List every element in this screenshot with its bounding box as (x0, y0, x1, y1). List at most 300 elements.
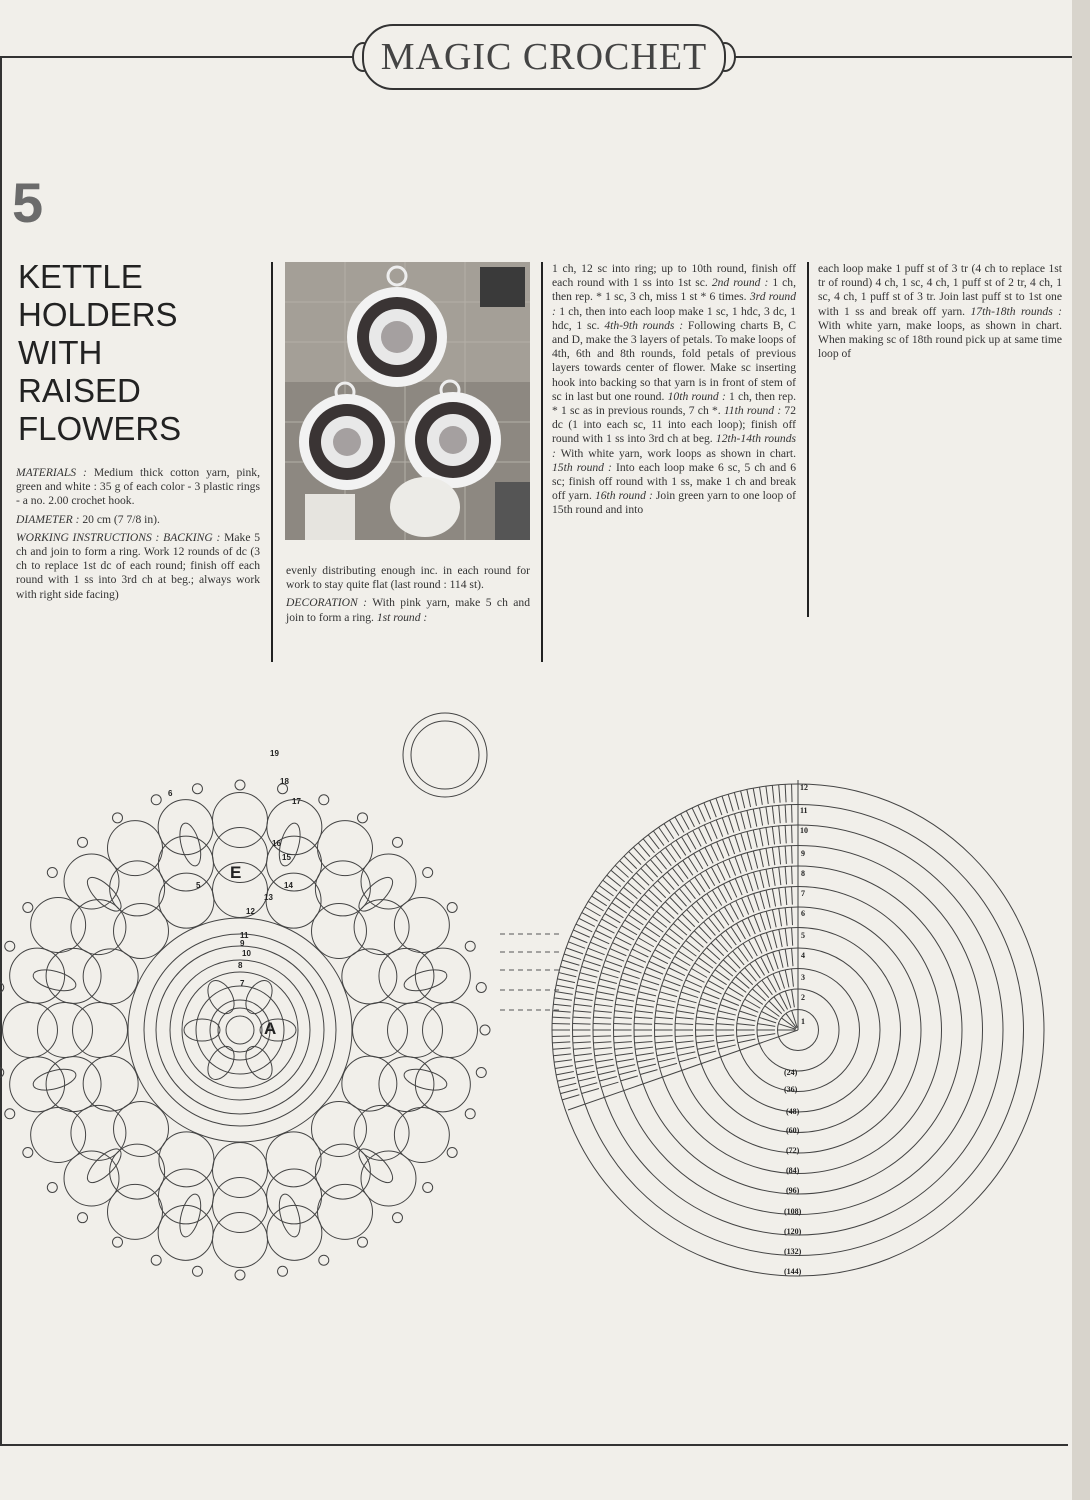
stitch-tick (655, 1041, 673, 1043)
puff-stitch (402, 1065, 449, 1094)
stitch-tick (736, 901, 744, 917)
stitch-count: (48) (786, 1107, 800, 1116)
stitch-tick (737, 1024, 755, 1026)
stitch-tick (741, 855, 747, 872)
stitch-tick (774, 997, 785, 1012)
stitch-tick (576, 1065, 594, 1068)
stitch-tick (760, 829, 763, 847)
stitch-tick (632, 949, 648, 957)
scallop (213, 1143, 268, 1198)
stitch-tick (552, 1017, 570, 1018)
stitch-tick (701, 998, 718, 1004)
stitch-tick (734, 814, 739, 831)
stitch-tick (738, 1017, 756, 1021)
round-number: 10 (242, 949, 251, 958)
stitch-tick (636, 1053, 654, 1056)
stitch-tick (664, 980, 681, 986)
stitch-tick (615, 1047, 633, 1049)
round-number: 6 (801, 909, 805, 918)
stitch-tick (738, 1039, 756, 1043)
stitch-tick (576, 992, 594, 995)
stitch-tick (758, 1034, 776, 1037)
stitch-tick (785, 970, 789, 988)
scallop (108, 821, 163, 876)
stitch-tick (792, 969, 794, 987)
stitch-tick (678, 1052, 696, 1056)
stitch-tick (792, 948, 793, 966)
round-number: 10 (800, 826, 808, 835)
round-number: 18 (280, 777, 289, 786)
column-divider (271, 262, 273, 662)
stitch-tick (792, 887, 793, 905)
round-number: 12 (246, 907, 255, 916)
stitch-tick (704, 803, 711, 820)
text-column-1 (16, 466, 260, 606)
scallop (213, 1213, 268, 1268)
magazine-title: MAGIC CROCHET (362, 24, 726, 90)
stitch-tick (683, 986, 700, 992)
stitch-tick (586, 954, 603, 960)
round-3-label: 3rd round : (552, 290, 796, 318)
decoration-label: DECORATION : (286, 596, 367, 610)
spine-shadow (1072, 0, 1090, 1500)
chart-ring (156, 946, 324, 1114)
stitch-tick (636, 1004, 654, 1007)
scallop (158, 836, 213, 891)
scallop (159, 873, 214, 928)
round-number: 7 (801, 889, 805, 898)
top-rule-left (0, 56, 364, 58)
stitch-tick (753, 809, 757, 827)
scallop (31, 898, 86, 953)
scallop (158, 1169, 213, 1224)
instructions-text: Make 5 ch and join to form a ring. Work 12 rounds of dc (3 ch to replace 1st dc of each round; finish off each round with 1 ss into 3rd ch at beg.; always work with right side facing) (16, 530, 261, 601)
stitch-tick (759, 1017, 776, 1023)
stitch-tick (676, 1017, 694, 1019)
stitch-tick (553, 1011, 571, 1012)
stitch-tick (575, 1060, 593, 1063)
stitch-tick (582, 913, 598, 922)
round-number: 11 (800, 806, 808, 815)
round-number: 13 (264, 893, 273, 902)
stitch-tick (779, 972, 785, 989)
round-15-text: Into each loop make 6 sc, 5 ch and 6 sc; finish off round with 1 ss, make 1 ch and break off yarn. (552, 460, 796, 503)
stitch-tick (574, 1054, 592, 1056)
stitch-tick (560, 1089, 577, 1094)
round-11-text: 72 dc (1 into each sc, 11 into each loop); finish off round with 1 ss into 3rd ch at beg. (552, 404, 796, 446)
article-number: 5 (12, 171, 44, 234)
stitch-tick (716, 1024, 734, 1025)
scallop (266, 1132, 321, 1187)
stitch-tick (722, 818, 728, 835)
stitch-tick (741, 812, 746, 829)
stitch-tick (571, 936, 588, 943)
stitch-tick (682, 837, 691, 852)
stitch-tick (772, 827, 774, 845)
stitch-tick (573, 1011, 591, 1013)
picot (0, 982, 4, 992)
stitch-tick (792, 928, 793, 946)
stitch-tick (692, 808, 700, 824)
picot (0, 1068, 4, 1078)
stitch-tick (772, 910, 776, 928)
round-number: 6 (168, 789, 173, 798)
stitch-tick (607, 955, 624, 962)
stitch-tick (779, 785, 780, 803)
stitch-tick (748, 896, 754, 913)
stitch-tick (699, 850, 708, 866)
scallop (83, 1056, 138, 1111)
picot (358, 813, 368, 823)
stitch-tick (760, 787, 763, 805)
picot (192, 784, 202, 794)
scallop (46, 948, 101, 1003)
scallop (267, 1169, 322, 1224)
stitch-tick (752, 989, 765, 1001)
stitch-tick (584, 960, 601, 966)
stitch-tick (754, 937, 762, 953)
stitch-tick (672, 962, 688, 971)
stitch-tick (792, 825, 793, 843)
picot (465, 941, 475, 951)
stitch-tick (593, 1042, 611, 1043)
stitch-tick (662, 986, 679, 992)
stitch-tick (779, 929, 782, 947)
stitch-tick (760, 850, 764, 868)
scallop (38, 1003, 93, 1058)
round-number: 2 (801, 993, 805, 1002)
hanging-ring-inner (411, 721, 479, 789)
stitch-tick (573, 1036, 591, 1037)
stitch-tick (582, 1088, 599, 1093)
stitch-tick (747, 831, 751, 848)
stitch-tick (747, 789, 751, 807)
stitch-tick (595, 1004, 613, 1006)
stitch-tick (562, 960, 579, 965)
picot (78, 1213, 88, 1223)
stitch-tick (761, 1011, 777, 1019)
stitch-tick (614, 1017, 632, 1018)
stitch-tick (582, 966, 599, 971)
scallop (10, 948, 65, 1003)
stitch-tick (717, 842, 724, 859)
stitch-tick (699, 828, 707, 844)
stitch-tick (597, 992, 615, 995)
stitch-tick (711, 845, 719, 861)
stitch-tick (576, 924, 592, 932)
stitch-tick (792, 866, 793, 884)
stitch-tick (779, 909, 782, 927)
stitch-count: (132) (784, 1247, 802, 1256)
scallop (3, 1003, 58, 1058)
stitch-tick (635, 943, 651, 951)
stitch-tick (658, 1058, 676, 1062)
picot (476, 1068, 486, 1078)
stitch-tick (655, 1036, 673, 1037)
stitch-tick (785, 784, 786, 802)
stitch-tick (730, 904, 739, 920)
stitch-tick (766, 933, 772, 950)
scallop (379, 1057, 434, 1112)
stitch-tick (706, 870, 715, 886)
stitch-tick (765, 1006, 780, 1017)
stitch-tick (741, 833, 746, 850)
stitch-tick (785, 928, 787, 946)
stitch-tick (555, 1066, 573, 1069)
stitch-tick (553, 1054, 571, 1056)
stitch-tick (675, 817, 684, 833)
stitch-tick (603, 967, 620, 973)
stitch-tick (705, 847, 713, 863)
stitch-tick (652, 956, 668, 964)
stitch-tick (705, 986, 721, 994)
stitch-tick (640, 1070, 657, 1075)
materials-text: Medium thick cotton yarn, pink, green and white : 35 g of each color - 3 plastic rings - a no. 2.00 crochet hook. (16, 466, 260, 508)
stitch-tick (635, 1047, 653, 1049)
stitch-tick (729, 859, 736, 876)
stitch-tick (717, 1040, 735, 1043)
picot (151, 1255, 161, 1265)
stitch-tick (766, 890, 770, 908)
text-column-3 (552, 262, 796, 522)
round-4-9-text: Following charts B, C and D, make the 3 layers of petals. To make loops of 4th, 6th and 8th rounds, fold petals of previous layers towards center of flower. Make sc inserting hook into backing so that yarn is in front of stem of sc in last but one round. (552, 318, 796, 403)
stitch-tick (599, 1077, 616, 1081)
instructions-label: WORKING INSTRUCTIONS : BACKING : (16, 530, 221, 544)
stitch-tick (622, 926, 637, 935)
stitch-tick (740, 972, 753, 985)
stitch-tick (772, 889, 775, 907)
stitch-tick (578, 1077, 596, 1081)
decoration-text: With pink yarn, make 5 ch and join to form a ring. (286, 596, 531, 624)
stitch-tick (635, 1017, 653, 1018)
stitch-tick (696, 1024, 714, 1025)
stitch-tick (596, 998, 614, 1001)
stitch-tick (596, 931, 612, 939)
stitch-tick (573, 1017, 591, 1018)
stitch-tick (556, 1072, 574, 1075)
stitch-tick (697, 1046, 715, 1049)
stitch-tick (772, 785, 774, 803)
stitch-tick (614, 1042, 632, 1043)
stitch-tick (553, 1004, 571, 1006)
stitch-tick (599, 925, 615, 933)
round-number: 5 (801, 931, 805, 940)
scallop (415, 1057, 470, 1112)
stitch-tick (753, 851, 757, 868)
stitch-tick (792, 846, 793, 864)
stitch-tick (767, 954, 774, 971)
stitch-tick (660, 992, 677, 997)
stitch-tick (717, 1017, 735, 1020)
stitch-tick (718, 1045, 736, 1049)
round-2-label: 2nd round : (711, 276, 769, 290)
stitch-tick (757, 984, 769, 997)
stitch-tick (656, 1011, 674, 1013)
stitch-tick (728, 794, 733, 811)
scallop (318, 821, 373, 876)
stitch-tick (560, 966, 577, 971)
round-16-continued-text: each loop make 1 puff st of 3 tr (4 ch to replace 1st tr of round) 4 ch, 1 sc, 4 ch, 1 puff st of 2 tr, 4 ch, 1 sc, 4 ch, 1 puff st of 3 tr. Join last puff st to 1st one with 1 ss and break off yarn. (818, 262, 1062, 318)
stitch-tick (773, 931, 777, 948)
round-1-text: 1 ch, 12 sc into ring; up to 10th round, finish off each round with 1 ss into 1st sc. (552, 262, 796, 290)
scallop (388, 1003, 443, 1058)
stitch-tick (598, 985, 616, 989)
stitch-tick (621, 1076, 638, 1081)
stitch-tick (598, 1071, 616, 1075)
stitch-tick (593, 1036, 611, 1037)
stitch-tick (686, 980, 702, 987)
stitch-tick (686, 811, 694, 827)
petal (240, 1042, 277, 1084)
puff-stitch (82, 1144, 126, 1188)
stitch-tick (729, 837, 735, 854)
stitch-tick (566, 948, 583, 954)
scallop (267, 1205, 322, 1260)
scallop (10, 1057, 65, 1112)
stitch-tick (595, 1053, 613, 1055)
stitch-tick (785, 867, 786, 885)
scallop (423, 1003, 478, 1058)
stitch-tick (681, 992, 698, 998)
materials-label: MATERIALS : (16, 466, 87, 479)
stitch-tick (772, 847, 775, 865)
stitch-tick (722, 796, 728, 813)
stitch-count: (24) (784, 1068, 798, 1077)
stitch-tick (639, 992, 657, 996)
stitch-tick (619, 985, 636, 989)
text-column-4 (818, 262, 1062, 365)
stitch-tick (779, 826, 781, 844)
scallop (353, 1003, 408, 1058)
picot (113, 813, 123, 823)
round-12-14-label: 12th-14th rounds : (552, 432, 797, 460)
picot (358, 1237, 368, 1247)
stitch-tick (601, 1082, 618, 1087)
stitch-tick (615, 937, 631, 945)
stitch-tick (621, 979, 638, 984)
stitch-tick (716, 1035, 734, 1036)
round-number: 1 (801, 1017, 805, 1026)
stitch-tick (675, 1035, 693, 1036)
stitch-tick (741, 876, 747, 893)
scallop (108, 1184, 163, 1239)
stitch-tick (741, 791, 745, 809)
stitch-tick (785, 949, 788, 967)
scallop (159, 1132, 214, 1187)
stitch-tick (678, 1004, 696, 1008)
stitch-tick (754, 915, 760, 932)
stitch-tick (687, 834, 696, 850)
round-17-18-text: With white yarn, make loops, as shown in chart. When making sc of 18th round pick up at same time loop of (818, 318, 1062, 361)
petal (202, 976, 239, 1018)
stitch-tick (722, 999, 739, 1006)
round-17-18-label: 17th-18th rounds : (970, 304, 1062, 318)
stitch-tick (590, 942, 607, 949)
chart-letter-e: E (230, 863, 242, 882)
scallop (158, 1205, 213, 1260)
stitch-tick (623, 973, 640, 979)
stitch-tick (579, 918, 595, 926)
column-divider (541, 262, 543, 662)
stitch-tick (613, 943, 629, 951)
stitch-tick (760, 808, 763, 826)
title-line: WITH (18, 334, 103, 371)
scallop (394, 898, 449, 953)
column-divider (807, 262, 809, 617)
chart-ring (182, 972, 298, 1088)
stitch-tick (779, 867, 781, 885)
flower-chart (0, 713, 490, 1280)
stitch-tick (615, 1004, 633, 1007)
round-11-label: 11th round : (723, 404, 782, 418)
stitch-tick (735, 878, 742, 895)
stitch-tick (694, 854, 703, 869)
stitch-tick (578, 979, 596, 983)
scallop (394, 1108, 449, 1163)
picot (447, 1148, 457, 1158)
diameter-label: DIAMETER : (16, 512, 80, 526)
round-number: 19 (270, 749, 279, 758)
stitch-tick (710, 800, 716, 817)
puff-stitch (354, 872, 398, 916)
flower-chart-labels (168, 749, 301, 1038)
stitch-tick (635, 1041, 653, 1042)
stitch-tick (718, 1011, 736, 1015)
stitch-tick (573, 1042, 591, 1043)
stitch-tick (769, 1001, 782, 1014)
stitch-tick (573, 930, 589, 937)
scallop (342, 949, 397, 1004)
chart-ring (226, 1016, 254, 1044)
stitch-tick (792, 907, 793, 925)
scallop (266, 873, 321, 928)
stitch-tick (679, 998, 696, 1003)
stitch-tick (675, 1024, 693, 1025)
round-number: 16 (272, 839, 281, 848)
stitch-tick (635, 1011, 653, 1013)
stitch-tick (594, 1048, 612, 1050)
stitch-tick (553, 1048, 571, 1049)
stitch-tick (760, 913, 766, 930)
stitch-tick (703, 992, 720, 999)
stitch-tick (573, 1024, 591, 1025)
stitch-tick (559, 973, 577, 977)
stitch-tick (710, 822, 717, 839)
picot (5, 1109, 15, 1119)
petal (184, 1019, 220, 1041)
stitch-tick (679, 1057, 696, 1062)
stitch-tick (711, 867, 719, 883)
stitch-tick (723, 861, 730, 877)
stitch-tick (735, 857, 741, 874)
stitch-tick (779, 993, 787, 1009)
stitch-tick (657, 1004, 675, 1007)
stitch-tick (737, 1035, 755, 1037)
stitch-tick (760, 892, 765, 909)
stitch-tick (766, 869, 770, 887)
round-number: 8 (801, 869, 805, 878)
scallop (213, 793, 268, 848)
stitch-tick (785, 991, 791, 1008)
stitch-tick (577, 985, 595, 989)
round-number: 9 (240, 939, 245, 948)
round-12-14-text: With white yarn, work loops as shown in chart. (560, 446, 796, 460)
stitch-tick (655, 950, 671, 959)
stitch-tick (779, 888, 781, 906)
stitch-tick (704, 825, 711, 841)
round-number: 5 (196, 881, 201, 890)
round-3-text: 1 ch, then into each loop make 1 sc, 1 hdc, 3 dc, 1 hdc, 1 sc. (552, 304, 796, 332)
